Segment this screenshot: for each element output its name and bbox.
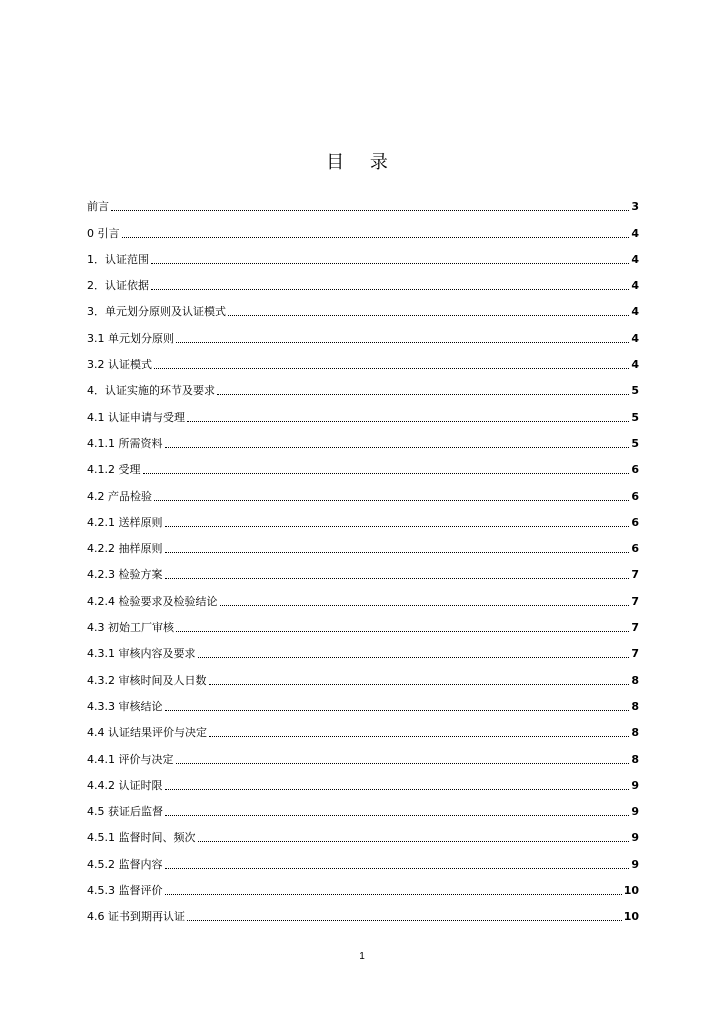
toc-entry[interactable]: [87, 609, 639, 635]
toc-entry-label: 4.3.1 审核内容及要求: [87, 647, 196, 661]
toc-entry[interactable]: [87, 819, 639, 845]
toc-entry-page: 9: [631, 831, 639, 845]
toc-leader-dots: [165, 447, 630, 448]
toc-leader-dots: [220, 605, 630, 606]
toc-entry-label: 4.5.3 监督评价: [87, 884, 163, 898]
toc-leader-dots: [165, 710, 630, 711]
toc-entry-page: 9: [631, 805, 639, 819]
toc-entry-page: 4: [631, 226, 639, 240]
toc-title: 目 录: [326, 152, 398, 173]
toc-entry[interactable]: [87, 188, 639, 214]
toc-leader-dots: [165, 868, 630, 869]
toc-entry-label: 4.2.3 检验方案: [87, 568, 163, 582]
toc-entry-label: 4.5 获证后监督: [87, 805, 163, 819]
toc-entry[interactable]: [87, 898, 639, 924]
toc-leader-dots: [154, 500, 629, 501]
toc-entry-label: 1．认证范围: [87, 252, 149, 266]
toc-entry-page: 4: [631, 279, 639, 293]
toc-entry[interactable]: [87, 635, 639, 661]
toc-entry-label: 4.3.2 审核时间及人日数: [87, 673, 207, 687]
toc-entry[interactable]: [87, 661, 639, 687]
toc-leader-dots: [165, 552, 630, 553]
toc-entry[interactable]: [87, 214, 639, 240]
toc-entry[interactable]: [87, 582, 639, 608]
toc-entry-label: 4.1.1 所需资料: [87, 436, 163, 450]
toc-entry-label: 4.4.2 认证时限: [87, 778, 163, 792]
toc-entry-label: 4.6 证书到期再认证: [87, 910, 185, 924]
toc-entry-page: 5: [631, 410, 639, 424]
toc-entry-label: 3.2 认证模式: [87, 358, 152, 372]
toc-entry[interactable]: [87, 293, 639, 319]
toc-leader-dots: [176, 763, 630, 764]
toc-entry[interactable]: [87, 504, 639, 530]
toc-leader-dots: [209, 736, 629, 737]
toc-entry[interactable]: [87, 767, 639, 793]
toc-entry[interactable]: [87, 398, 639, 424]
toc-leader-dots: [165, 815, 629, 816]
toc-leader-dots: [228, 315, 629, 316]
toc-entry-page: 6: [631, 463, 639, 477]
toc-entry-page: 7: [631, 621, 639, 635]
toc-leader-dots: [176, 631, 629, 632]
toc-entry-page: 8: [631, 726, 639, 740]
toc-entry-page: 4: [631, 305, 639, 319]
toc-entry[interactable]: [87, 346, 639, 372]
toc-entry-page: 5: [631, 384, 639, 398]
toc-leader-dots: [198, 657, 630, 658]
toc-entry-page: 9: [631, 857, 639, 871]
toc-leader-dots: [165, 789, 630, 790]
toc-entry-label: 0 引言: [87, 226, 120, 240]
toc-entry-page: 3: [631, 200, 639, 214]
toc-leader-dots: [176, 342, 629, 343]
toc-entry[interactable]: [87, 556, 639, 582]
toc-entry-label: 4.5.1 监督时间、频次: [87, 831, 196, 845]
toc-entry-page: 8: [631, 752, 639, 766]
toc-entry-page: 9: [631, 778, 639, 792]
toc-entry[interactable]: [87, 793, 639, 819]
toc-entry-label: 4.3.3 审核结论: [87, 699, 163, 713]
toc-entry[interactable]: [87, 267, 639, 293]
toc-entry[interactable]: [87, 372, 639, 398]
toc-leader-dots: [154, 368, 629, 369]
toc-entry-label: 4.1 认证申请与受理: [87, 410, 185, 424]
toc-entry[interactable]: [87, 714, 639, 740]
toc-entry-page: 10: [623, 910, 639, 924]
toc-entry-page: 6: [631, 542, 639, 556]
toc-entry-label: 2．认证依据: [87, 279, 149, 293]
toc-leader-dots: [122, 237, 630, 238]
toc-entry[interactable]: [87, 872, 639, 898]
toc-leader-dots: [165, 894, 622, 895]
toc-entry-page: 5: [631, 436, 639, 450]
toc-entry-label: 4.2.2 抽样原则: [87, 542, 163, 556]
toc-entry-page: 4: [631, 358, 639, 372]
toc-entry-page: 7: [631, 568, 639, 582]
toc-leader-dots: [151, 289, 629, 290]
toc-entry-label: 4.4.1 评价与决定: [87, 752, 174, 766]
toc-entry-page: 10: [623, 884, 639, 898]
toc-entry[interactable]: [87, 425, 639, 451]
toc-entry-label: 4.2.1 送样原则: [87, 515, 163, 529]
toc-entry[interactable]: [87, 241, 639, 267]
toc-entry-page: 6: [631, 515, 639, 529]
toc-entry-page: 8: [631, 699, 639, 713]
toc-leader-dots: [143, 473, 630, 474]
toc-entry-label: 4.2.4 检验要求及检验结论: [87, 594, 218, 608]
toc-leader-dots: [198, 841, 630, 842]
toc-entry-label: 前言: [87, 200, 109, 214]
toc-entry[interactable]: [87, 688, 639, 714]
toc-entry-label: 4.4 认证结果评价与决定: [87, 726, 207, 740]
toc-entry-page: 4: [631, 331, 639, 345]
toc-leader-dots: [217, 394, 629, 395]
toc-leader-dots: [111, 210, 629, 211]
toc-entry-label: 4.1.2 受理: [87, 463, 141, 477]
toc-entry-label: 3.1 单元划分原则: [87, 331, 174, 345]
toc-entry-page: 7: [631, 647, 639, 661]
toc-entry[interactable]: [87, 530, 639, 556]
toc-leader-dots: [165, 526, 630, 527]
toc-entry[interactable]: [87, 477, 639, 503]
toc-entry-page: 7: [631, 594, 639, 608]
toc-entry-label: 4.3 初始工厂审核: [87, 621, 174, 635]
toc-entry[interactable]: [87, 845, 639, 871]
toc-leader-dots: [165, 578, 630, 579]
toc-entry-page: 4: [631, 252, 639, 266]
toc-entry-label: 4.2 产品检验: [87, 489, 152, 503]
page-number: 1: [359, 951, 365, 962]
toc-entry-page: 6: [631, 489, 639, 503]
toc-entry-label: 3．单元划分原则及认证模式: [87, 305, 226, 319]
toc-entry-label: 4．认证实施的环节及要求: [87, 384, 215, 398]
toc-list: [87, 188, 639, 924]
toc-leader-dots: [187, 421, 629, 422]
toc-entry-label: 4.5.2 监督内容: [87, 857, 163, 871]
toc-leader-dots: [187, 920, 622, 921]
toc-entry-page: 8: [631, 673, 639, 687]
toc-entry[interactable]: [87, 451, 639, 477]
toc-leader-dots: [151, 263, 629, 264]
toc-entry[interactable]: [87, 740, 639, 766]
toc-entry[interactable]: [87, 319, 639, 345]
toc-leader-dots: [209, 684, 630, 685]
